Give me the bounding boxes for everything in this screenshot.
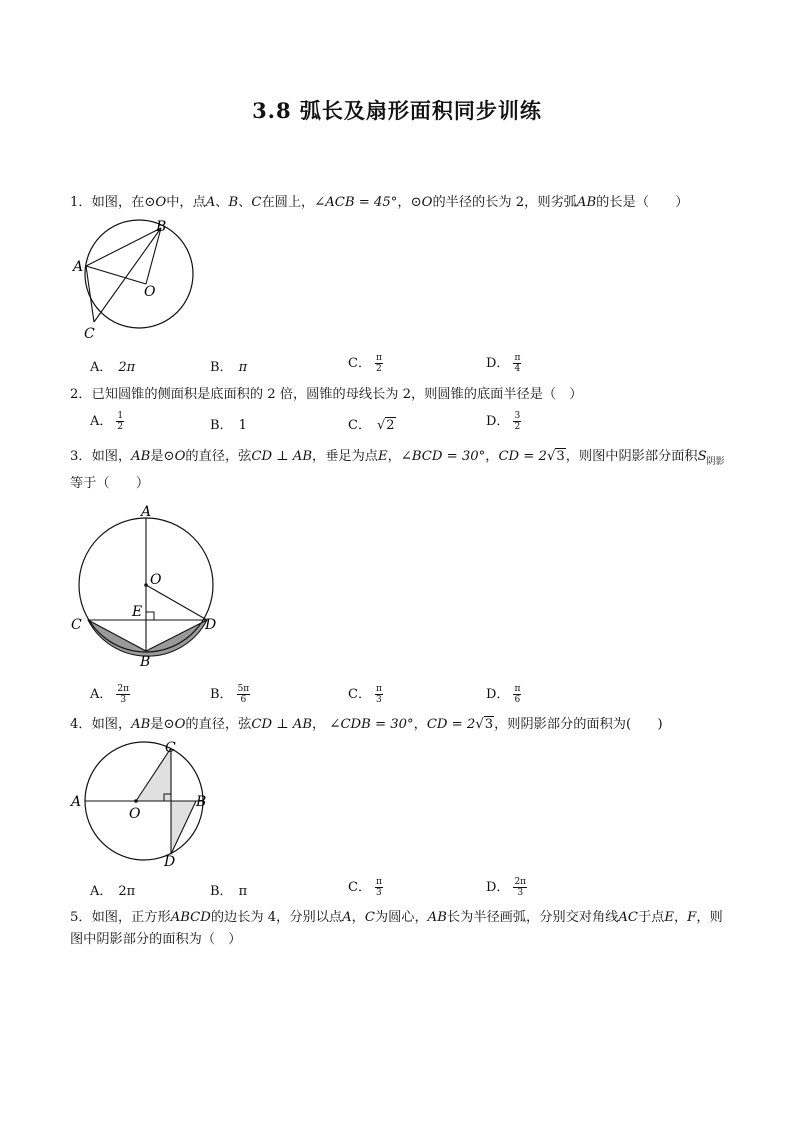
point-label-a: A xyxy=(73,259,84,275)
q4-option-a[interactable]: A． 2π xyxy=(90,884,136,899)
point-label-o: O xyxy=(144,284,156,300)
q1-text: 1．如图，在 xyxy=(70,195,145,210)
q1-option-a[interactable]: A． 2π xyxy=(90,360,136,375)
q3-option-a[interactable]: A． $\frac{2\pi}{3}$ xyxy=(90,684,130,705)
point-label-a: A xyxy=(141,504,152,520)
q3-option-b[interactable]: B． $\frac{5\pi}{6}$ xyxy=(210,684,250,705)
page-title: 3.8 弧长及扇形面积同步训练 xyxy=(252,98,542,123)
point-label-c: C xyxy=(71,617,82,633)
point-label-o: O xyxy=(150,572,162,588)
question-3: 3．如图，AB是⊙O的直径，弦CD ⊥ AB，垂足为点E，∠BCD = 30°，CD = 2√3，则图中阴影部分面积$S_{阴影}$ 等于（ ） xyxy=(70,449,725,491)
q1-option-c[interactable]: C． $\frac{\pi}{2}$ xyxy=(348,353,382,374)
q2-option-c[interactable]: C． √2 xyxy=(348,418,395,433)
q3-option-d[interactable]: D． $\frac{\pi}{6}$ xyxy=(486,684,521,705)
q3-figure xyxy=(66,500,226,670)
point-label-c: C xyxy=(84,326,95,342)
point-label-d: D xyxy=(164,854,176,868)
point-label-c: C xyxy=(165,740,176,756)
question-2: 2．已知圆锥的侧面积是底面积的 2 倍，圆锥的母线长为 2，则圆锥的底面半径是（ ） xyxy=(70,387,583,402)
q4-option-d[interactable]: D． $\frac{2\pi}{3}$ xyxy=(486,877,527,898)
point-label-b: B xyxy=(156,219,167,235)
q2-option-b[interactable]: B． 1 xyxy=(210,418,247,433)
question-5: 5．如图，正方形ABCD的边长为 4，分别以点A，C为圆心，AB长为半径画弧，分别交对角线AC于点E，F，则图中阴影部分的面积为（ ） xyxy=(70,910,723,947)
q4-option-c[interactable]: C． $\frac{\pi}{3}$ xyxy=(348,877,382,898)
q4-option-b[interactable]: B． π xyxy=(210,884,248,899)
question-4: 4．如图，AB是⊙O的直径，弦CD ⊥ AB， ∠CDB = 30°，CD = 2√3，则阴影部分的面积为( ) xyxy=(70,717,663,732)
point-label-a: A xyxy=(71,794,82,810)
point-label-o: O xyxy=(129,806,141,822)
q2-option-a[interactable]: A． $\frac{1}{2}$ xyxy=(90,411,124,432)
point-label-b: B xyxy=(196,794,207,810)
q2-option-d[interactable]: D． $\frac{3}{2}$ xyxy=(486,411,521,432)
q3-option-c[interactable]: C． $\frac{\pi}{3}$ xyxy=(348,684,382,705)
q1-option-d[interactable]: D． $\frac{\pi}{4}$ xyxy=(486,353,521,374)
q4-figure xyxy=(66,738,216,868)
q1-option-b[interactable]: B． π xyxy=(210,360,248,375)
point-label-d: D xyxy=(205,617,217,633)
point-label-e: E xyxy=(132,604,143,620)
question-1: 1．如图，在⊙O中，点A、B、C在圆上，∠ACB = 45°，⊙O的半径的长为 2，则劣弧AB的长是（ ） xyxy=(70,195,689,210)
q1-figure xyxy=(70,218,210,348)
point-label-b: B xyxy=(140,654,151,670)
